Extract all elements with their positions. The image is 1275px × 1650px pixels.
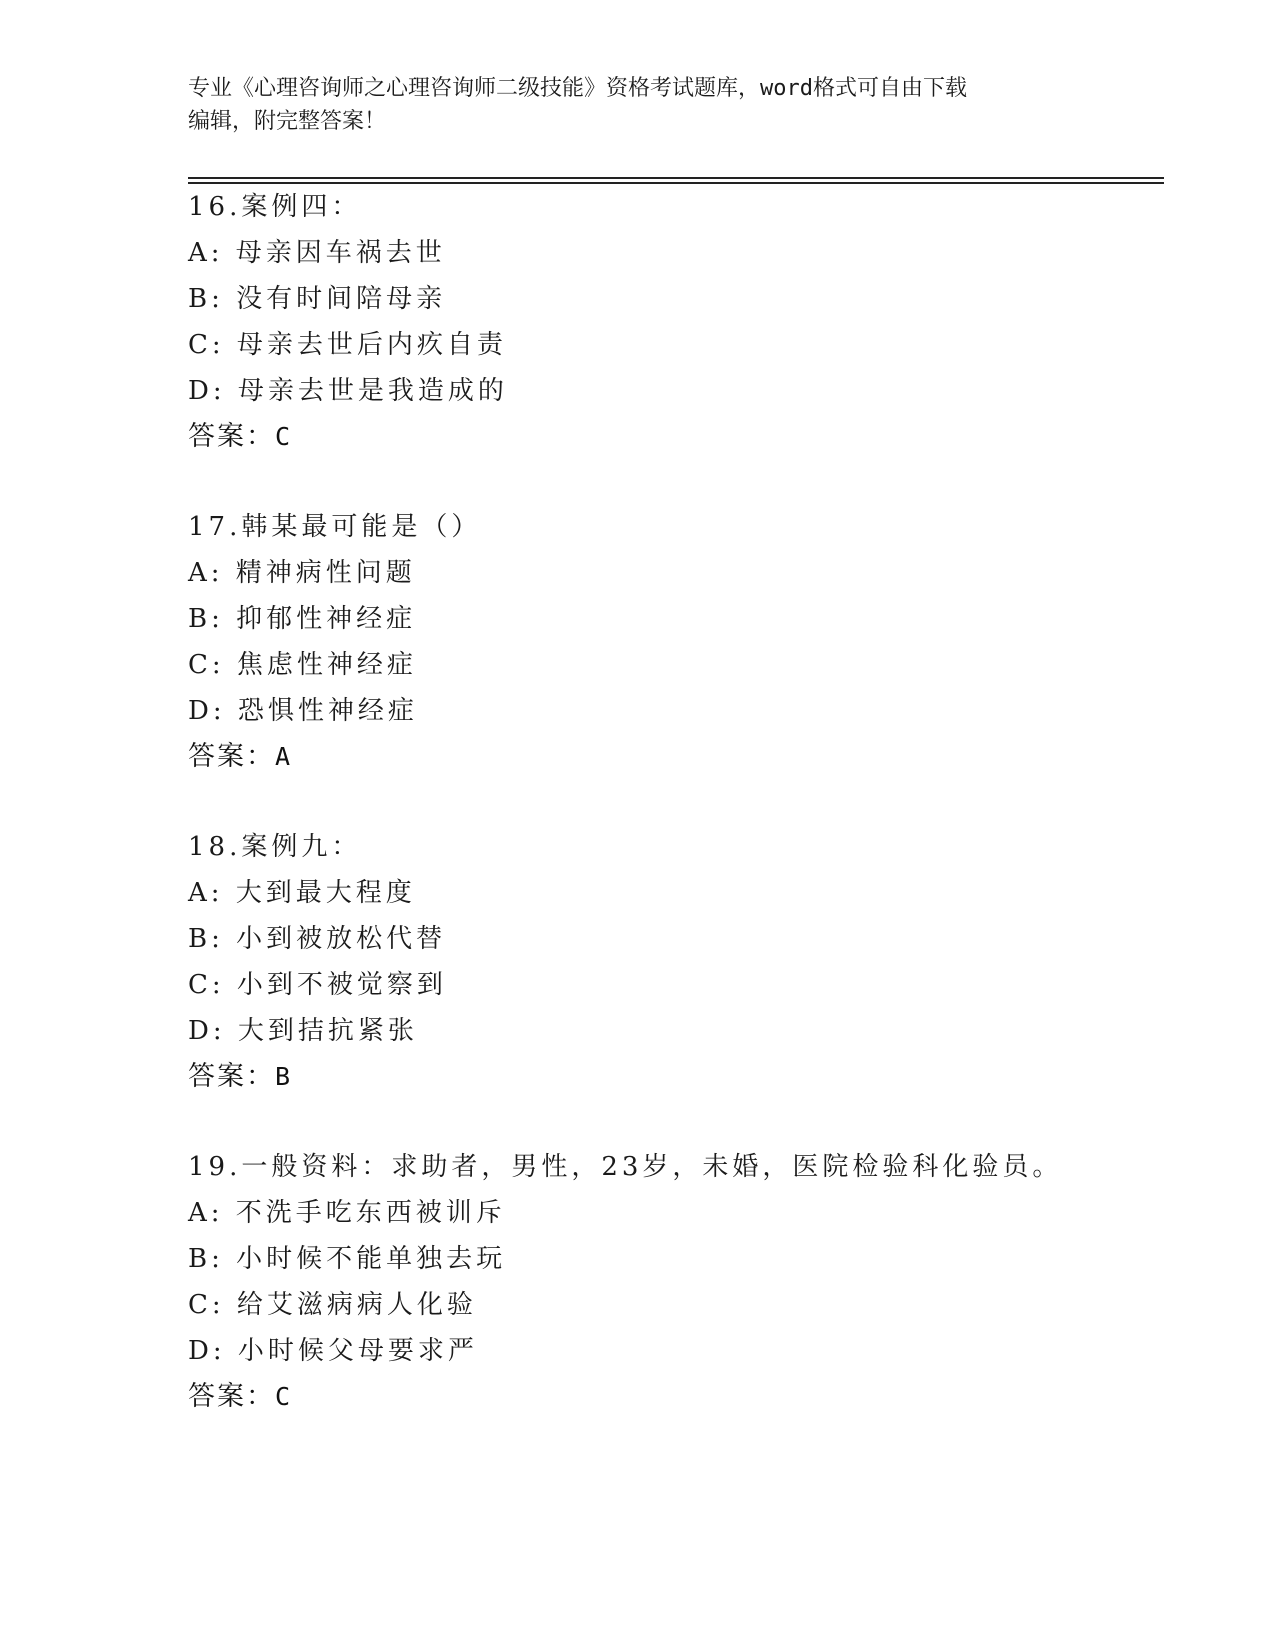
answer-line xyxy=(188,414,1188,460)
answer-value: C xyxy=(275,422,291,451)
answer-line xyxy=(188,734,1188,780)
option-a: A: 精神病性问题 xyxy=(188,558,416,588)
option-c: C: 给艾滋病病人化验 xyxy=(188,1290,477,1320)
question-title: 17.韩某最可能是（） xyxy=(188,512,482,542)
header-divider-top xyxy=(188,177,1164,179)
answer-label: 答案： xyxy=(188,741,275,772)
option-b: B: 小时候不能单独去玩 xyxy=(188,1244,507,1274)
answer-label: 答案： xyxy=(188,421,275,452)
question-title: 18.案例九： xyxy=(188,832,362,862)
option-a: A: 母亲因车祸去世 xyxy=(188,238,446,268)
option-c: C: 母亲去世后内疚自责 xyxy=(188,330,507,360)
option-a: A: 大到最大程度 xyxy=(188,878,416,908)
option-d: D: 小时候父母要求严 xyxy=(188,1336,478,1366)
answer-value: B xyxy=(275,1062,291,1091)
option-c: C: 焦虑性神经症 xyxy=(188,650,417,680)
document-header xyxy=(188,72,1068,138)
option-d: D: 恐惧性神经症 xyxy=(188,696,418,726)
answer-line xyxy=(188,1374,1188,1420)
header-line-2: 编辑，附完整答案！ xyxy=(188,109,387,134)
option-c: C: 小到不被觉察到 xyxy=(188,970,447,1000)
answer-label: 答案： xyxy=(188,1381,275,1412)
answer-label: 答案： xyxy=(188,1061,275,1092)
option-a: A: 不洗手吃东西被训斥 xyxy=(188,1198,506,1228)
answer-value: A xyxy=(275,742,291,771)
option-b: B: 小到被放松代替 xyxy=(188,924,447,954)
option-d: D: 母亲去世是我造成的 xyxy=(188,376,508,406)
question-19 xyxy=(188,1144,1188,1420)
option-b: B: 抑郁性神经症 xyxy=(188,604,417,634)
question-16 xyxy=(188,184,1188,460)
answer-value: C xyxy=(275,1382,291,1411)
option-b: B: 没有时间陪母亲 xyxy=(188,284,447,314)
answer-line xyxy=(188,1054,1188,1100)
question-title: 19.一般资料：求助者，男性，23岁，未婚，医院检验科化验员。 xyxy=(188,1152,1063,1182)
option-d: D: 大到拮抗紧张 xyxy=(188,1016,418,1046)
question-17 xyxy=(188,504,1188,780)
question-18 xyxy=(188,824,1188,1100)
question-title: 16.案例四： xyxy=(188,192,362,222)
header-line-1: 专业《心理咨询师之心理咨询师二级技能》资格考试题库，word格式可自由下载 xyxy=(188,76,967,101)
